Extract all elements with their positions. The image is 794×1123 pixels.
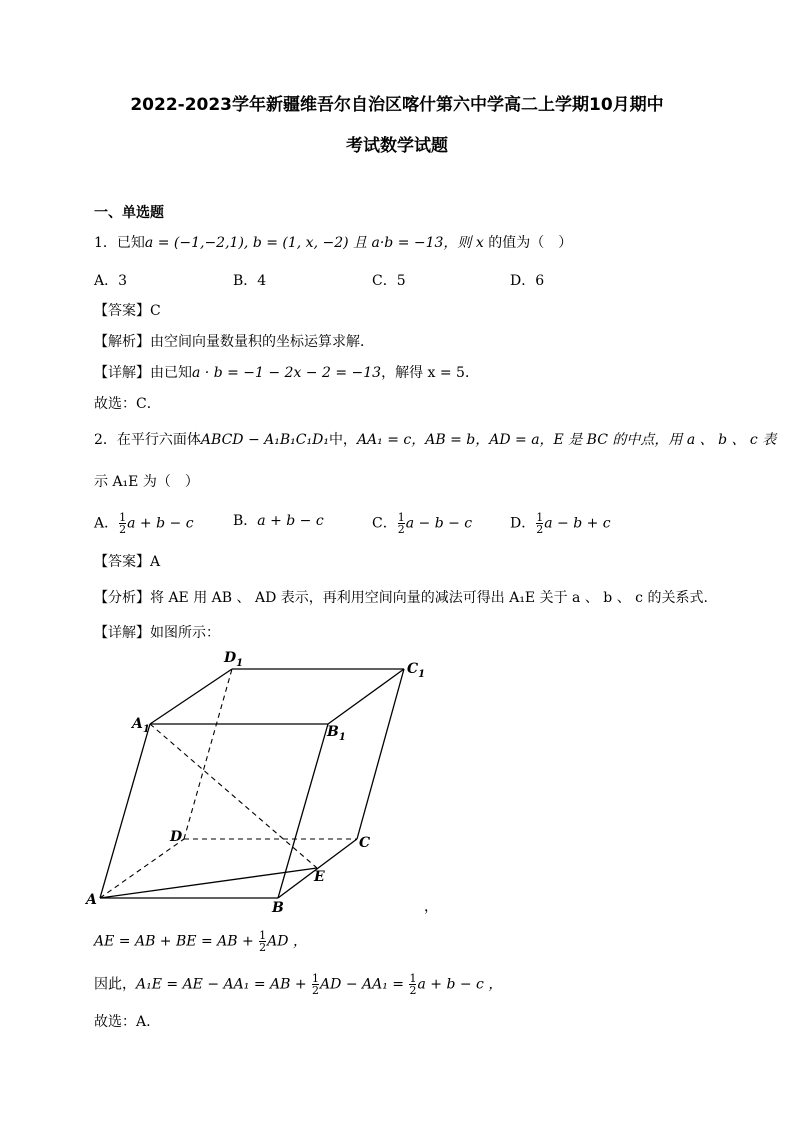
title-line-2: 考试数学试题 xyxy=(346,136,448,156)
eq2-end: a + b − c ， xyxy=(417,976,503,993)
q2-stem xyxy=(94,431,776,449)
label-b1: $B_1$ xyxy=(327,724,346,743)
q2-option-a xyxy=(94,512,194,535)
q2-option-d-expr: a − b + c xyxy=(544,515,611,532)
edge-a-d xyxy=(100,839,184,898)
q1-option-b: B．4 xyxy=(233,273,267,289)
q1-var: x xyxy=(475,235,484,251)
eq1-end: AD ， xyxy=(267,933,307,950)
parallelepiped-figure xyxy=(80,640,440,920)
frac-den: 2 xyxy=(119,523,127,536)
q2-option-c-expr: a − b − c xyxy=(405,515,473,532)
q1-stem-b: b = (1, x, −2) 且 xyxy=(252,235,372,251)
frac-den: 2 xyxy=(536,523,544,536)
eq2-mid: AD − AA₁ = xyxy=(320,976,409,993)
q2-conclusion: 故选：A. xyxy=(94,1014,151,1030)
q2-detail-text: 如图所示： xyxy=(150,625,220,641)
q2-answer-label: 【答案】 xyxy=(94,554,150,570)
label-c1: $C_1$ xyxy=(407,661,426,680)
q1-answer-label: 【答案】 xyxy=(94,303,150,319)
label-d: D xyxy=(170,829,183,845)
label-c: C xyxy=(359,835,371,851)
q1-detail-label: 【详解】 xyxy=(94,365,150,381)
q1-option-d: D．6 xyxy=(510,273,545,289)
frac-num: 1 xyxy=(536,511,544,524)
q2-option-a-half xyxy=(119,512,126,535)
title-line-1: 2022-2023学年新疆维吾尔自治区喀什第六中学高二上学期10月期中 xyxy=(130,95,664,115)
edge-a-a1 xyxy=(100,724,150,898)
eq1-expr: AE = AB + BE = AB + xyxy=(94,933,259,950)
q2-option-d xyxy=(510,512,611,535)
eq2-expr: A₁E = AE − AA₁ = AB + xyxy=(136,976,312,993)
edge-b1-c1 xyxy=(328,669,404,724)
q1-stem-a: a = (−1,−2,1), xyxy=(144,235,253,251)
section-heading: 一、单选题 xyxy=(94,205,164,221)
q1-stem-prefix: 1．已知 xyxy=(94,235,145,251)
label-a: A xyxy=(86,892,97,908)
q2-option-c-label: C． xyxy=(372,515,397,532)
q1-conclusion: 故选：C． xyxy=(94,396,161,412)
label-e: E xyxy=(314,869,325,885)
q1-detail-prefix: 由已知 xyxy=(150,365,192,381)
q1-detail-suffix: ，解得 x = 5． xyxy=(381,365,479,381)
q1-analysis-label: 【解析】 xyxy=(94,334,150,350)
label-a1: $A_1$ xyxy=(132,716,150,735)
q1-answer xyxy=(94,302,161,320)
eq2-half-1 xyxy=(312,973,319,996)
edge-d-d1 xyxy=(184,669,232,839)
q2-detail-label: 【详解】 xyxy=(94,625,150,641)
frac-num: 1 xyxy=(259,929,267,942)
q2-option-d-half xyxy=(536,512,543,535)
frac-den: 2 xyxy=(397,523,405,536)
q1-analysis-text: 由空间向量数量积的坐标运算求解． xyxy=(150,334,374,350)
edge-c-c1 xyxy=(357,669,404,839)
frac-num: 1 xyxy=(409,972,417,985)
frac-den: 2 xyxy=(259,941,267,954)
q1-detail-expr: a · b = −1 − 2x − 2 = −13 xyxy=(192,365,382,381)
q2-option-c-half xyxy=(398,512,405,535)
q1-analysis xyxy=(94,333,374,351)
q1-option-a: A．3 xyxy=(94,273,128,289)
q1-stem xyxy=(94,234,572,252)
segment-a1-e xyxy=(150,724,317,868)
q1-stem-end: 的值为（ ） xyxy=(483,235,573,251)
q2-option-d-label: D． xyxy=(510,515,536,532)
q1-option-c: C．5 xyxy=(372,273,406,289)
q2-option-a-expr: a + b − c xyxy=(127,515,194,532)
figure-trailing-comma: ， xyxy=(424,899,438,915)
q1-answer-value: C xyxy=(150,303,161,319)
q2-solid: ABCD − A₁B₁C₁D₁ xyxy=(200,432,329,448)
eq2-half-2 xyxy=(409,973,416,996)
q2-equation-1 xyxy=(94,930,307,953)
q2-analysis-text: 将 AE 用 AB 、 AD 表示，再利用空间向量的减法可得出 A₁E 关于 a 、 b 、 c 的关系式. xyxy=(150,590,708,606)
q1-detail xyxy=(94,364,479,382)
q2-answer-value: A xyxy=(150,554,161,570)
label-d1: $D_1$ xyxy=(224,650,244,669)
eq2-prefix: 因此， xyxy=(94,976,136,993)
q2-analysis-label: 【分析】 xyxy=(94,590,150,606)
q2-e-def: E 是 BC 的中点，用 a 、 b 、 c 表 xyxy=(553,432,777,448)
q2-stem-mid: 中， xyxy=(328,432,357,448)
q2-equation-2 xyxy=(94,973,502,996)
eq1-half xyxy=(259,930,266,953)
q2-option-b-expr: a + b − c xyxy=(257,513,324,529)
frac-den: 2 xyxy=(409,984,417,997)
q2-option-b-label: B． xyxy=(233,513,258,529)
q2-analysis xyxy=(94,589,708,607)
q2-given: AA₁ = c，AB = b，AD = a， xyxy=(356,432,554,448)
frac-den: 2 xyxy=(312,984,320,997)
q2-option-c xyxy=(372,512,472,535)
frac-num: 1 xyxy=(312,972,320,985)
q2-answer xyxy=(94,553,160,571)
frac-num: 1 xyxy=(119,511,127,524)
q2-option-b xyxy=(233,512,324,530)
q2-stem-prefix: 2．在平行六面体 xyxy=(94,432,201,448)
edge-d1-a1 xyxy=(150,669,232,724)
frac-num: 1 xyxy=(397,511,405,524)
label-b: B xyxy=(272,900,284,916)
q2-option-a-label: A． xyxy=(94,515,119,532)
q2-stem-line2: 示 A₁E 为（ ） xyxy=(94,474,199,490)
q1-stem-dot: a·b = −13，则 xyxy=(371,235,476,251)
